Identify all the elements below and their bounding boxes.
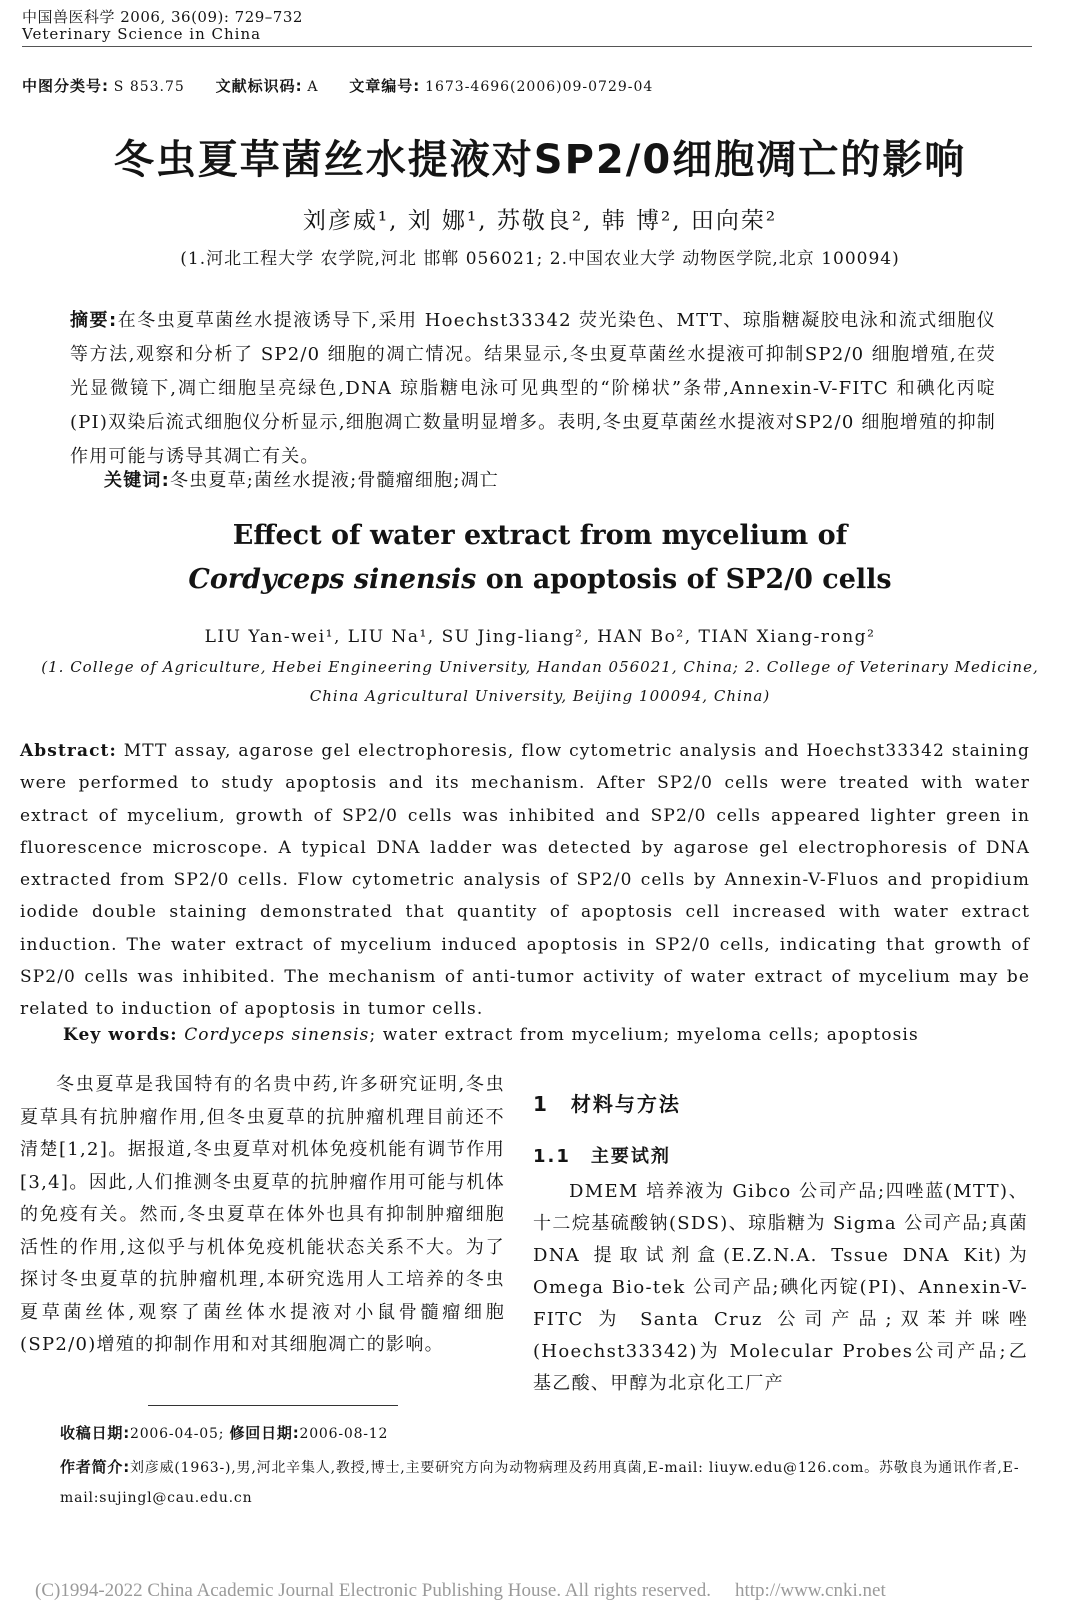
authors-en: LIU Yan-wei¹, LIU Na¹, SU Jing-liang², HAN Bo², TIAN Xiang-rong² bbox=[204, 627, 876, 647]
keywords-en-text: ; water extract from mycelium; myeloma cells; apoptosis bbox=[369, 1025, 919, 1045]
revised-label: 修回日期: bbox=[229, 1424, 300, 1442]
keywords-cn bbox=[104, 466, 499, 492]
author-bio-text: 刘彦威(1963-),男,河北辛集人,教授,博士,主要研究方向为动物病理及药用真菌,E-mail: liuyw.edu@126.com。苏敬良为通讯作者,E-mail:sujingl@cau.edu.cn bbox=[60, 1460, 1020, 1506]
article-number-value: 1673-4696(2006)09-0729-04 bbox=[425, 79, 654, 95]
title-en-line2 bbox=[0, 564, 1080, 595]
author-bio-label: 作者简介: bbox=[60, 1458, 130, 1476]
affiliations-en-line2: China Agricultural University, Beijing 100094, China) bbox=[309, 687, 771, 705]
keywords-en-label: Key words: bbox=[63, 1025, 178, 1045]
affiliations-cn: (1.河北工程大学 农学院,河北 邯郸 056021; 2.中国农业大学 动物医学院,北京 100094) bbox=[180, 249, 900, 269]
abstract-cn bbox=[70, 304, 996, 474]
received-label: 收稿日期: bbox=[60, 1424, 130, 1442]
abstract-en-text: MTT assay, agarose gel electrophoresis, flow cytometric analysis and Hoechst33342 staining were performed to study apoptosis and its mechanism. After SP2/0 cells were treated with water extract of mycelium, growth of SP2/0 cells was inhibited and SP2/0 cells appeared lighter green in fluorescence microscope. A typical DNA ladder was detected by agarose gel electrophoresis of DNA extracted from SP2/0 cells. Flow cytometric analysis of SP2/0 cells by Annexin-V-Fluos and propidium iodide double staining demonstrated that quantity of apoptosis cell increased with water extract induction. The water extract of mycelium induced apoptosis in SP2/0 cells, indicating that growth of SP2/0 cells was inhibited. The mechanism of anti-tumor activity of water extract of mycelium may be related to induction of apoptosis in tumor cells. bbox=[20, 741, 1030, 1020]
keywords-en bbox=[63, 1025, 919, 1045]
footnote-dates: 收稿日期:2006-04-05; 修回日期:2006-08-12 bbox=[60, 1424, 389, 1442]
clc-value: S 853.75 bbox=[113, 79, 185, 95]
running-header bbox=[22, 4, 1032, 47]
article-number-label: 文章编号: bbox=[349, 77, 421, 95]
section-heading-1-1: 1.1 主要试剂 bbox=[533, 1146, 671, 1167]
authors-cn: 刘彦威¹, 刘 娜¹, 苏敬良², 韩 博², 田向荣² bbox=[302, 208, 778, 234]
keywords-cn-label: 关键词: bbox=[104, 470, 170, 491]
title-en-species: Cordyceps sinensis bbox=[188, 564, 477, 595]
intro-paragraph: 冬虫夏草是我国特有的名贵中药,许多研究证明,冬虫夏草具有抗肿瘤作用,但冬虫夏草的抗肿瘤机理目前还不清楚[1,2]。据报道,冬虫夏草对机体免疫机能有调节作用[3,4]。因此,人们推测冬虫夏草的抗肿瘤作用可能与机体的免疫有关。然而,冬虫夏草在体外也具有抑制肿瘤细胞活性的作用,这似乎与机体免疫机能状态关系不大。为了探讨冬虫夏草的抗肿瘤机理,本研究选用人工培养的冬虫夏草菌丝体,观察了菌丝体水提液对小鼠骨髓瘤细胞(SP2/0)增殖的抑制作用和对其细胞凋亡的影响。 bbox=[20, 1074, 505, 1355]
body-right-column bbox=[533, 1088, 1028, 1400]
copyright-text: (C)1994-2022 China Academic Journal Electronic Publishing House. All rights reserved. bbox=[35, 1580, 711, 1601]
abstract-en-label: Abstract: bbox=[20, 741, 117, 761]
keywords-cn-text: 冬虫夏草;菌丝水提液;骨髓瘤细胞;凋亡 bbox=[170, 470, 499, 491]
footnote-divider bbox=[148, 1405, 398, 1406]
title-en-line1: Effect of water extract from mycelium of bbox=[232, 520, 848, 551]
revised-date: 2006-08-12 bbox=[299, 1426, 389, 1442]
title-en-rest: on apoptosis of SP2/0 cells bbox=[476, 564, 892, 595]
journal-name-en: Veterinary Science in China bbox=[22, 25, 262, 43]
doc-code-value: A bbox=[307, 79, 319, 95]
affiliations-en-line1: (1. College of Agriculture, Hebei Engineering University, Handan 056021, China; 2. College of Veterinary Medicine, bbox=[41, 658, 1039, 676]
received-date: 2006-04-05 bbox=[130, 1426, 219, 1442]
doc-code-label: 文献标识码: bbox=[215, 77, 303, 95]
abstract-cn-label: 摘要: bbox=[70, 310, 118, 331]
journal-name-cn: 中国兽医科学 2006, 36(09): 729–732 bbox=[22, 8, 303, 26]
copyright-watermark bbox=[35, 1580, 886, 1602]
title-cn: 冬虫夏草菌丝水提液对SP2/0细胞凋亡的影响 bbox=[113, 137, 967, 183]
section-heading-1: 1 材料与方法 bbox=[533, 1092, 681, 1116]
clc-label: 中图分类号: bbox=[22, 77, 109, 95]
footnote-author bbox=[60, 1452, 1020, 1513]
abstract-en bbox=[20, 735, 1030, 1026]
body-left-column bbox=[20, 1069, 505, 1362]
keywords-en-species: Cordyceps sinensis bbox=[184, 1025, 370, 1045]
abstract-cn-text: 在冬虫夏草菌丝水提液诱导下,采用 Hoechst33342 荧光染色、MTT、琼脂糖凝胶电泳和流式细胞仪等方法,观察和分析了 SP2/0 细胞的凋亡情况。结果显示,冬虫夏草菌丝水提液可抑制SP2/0 细胞增殖,在荧光显微镜下,凋亡细胞呈亮绿色,DNA 琼脂糖电泳可见典型的“阶梯状”条带,Annexin-V-FITC 和碘化丙啶(PI)双染后流式细胞仪分析显示,细胞凋亡数量明显增多。表明,冬虫夏草菌丝水提液对SP2/0 细胞增殖的抑制作用可能与诱导其凋亡有关。 bbox=[70, 310, 996, 467]
reagents-paragraph: DMEM 培养液为 Gibco 公司产品;四唑蓝(MTT)、十二烷基硫酸钠(SDS)、琼脂糖为 Sigma 公司产品;真菌 DNA 提取试剂盒(E.Z.N.A. Tssue DNA Kit)为 Omega Bio-tek 公司产品;碘化丙锭(PI)、Annexin-V-FITC 为 Santa Cruz 公司产品;双苯并咪唑(Hoechst33342)为 Molecular Probes公司产品;乙基乙酸、甲醇为北京化工厂产 bbox=[533, 1181, 1028, 1394]
cnki-link[interactable]: http://www.cnki.net bbox=[734, 1580, 886, 1601]
classification-line bbox=[22, 75, 679, 96]
